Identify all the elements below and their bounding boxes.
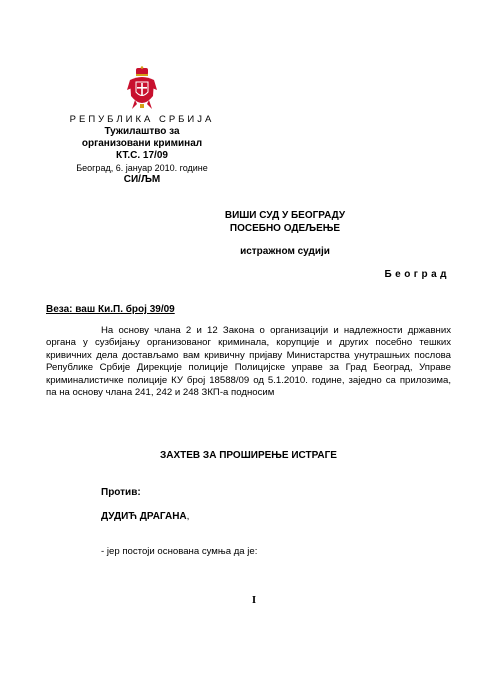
body-paragraph: На основу члана 2 и 12 Закона о организацији и надлежности државних органа у сузбијању организованог криминала, корупције и других посебно тешких кривичних дела достављамо вам кривичну пријаву Министарства унутрашњих послова Републике Србије Дирекције полиције Полицијске управе за Град Београд, Управе криминалистичке полиције КУ број 18588/09 од 5.1.2010. године, заједно са прилозима, па на основу члана 241, 242 и 248 ЗКП-а подносим	[46, 325, 451, 399]
against-label: Против:	[101, 487, 141, 498]
recipient-court	[160, 210, 410, 235]
defendant-line	[101, 511, 189, 522]
suspicion-text: - јер постоји основана сумња да је:	[101, 546, 258, 557]
republic-name: РЕПУБЛИКА СРБИЈА	[69, 114, 215, 125]
court-name-line1: ВИШИ СУД У БЕОГРАДУ	[224, 210, 346, 221]
office-name-line1: Тужилаштво за	[104, 126, 180, 137]
recipient-judge: истражном судији	[240, 246, 330, 257]
case-number: КТ.С. 17/09	[116, 150, 168, 161]
court-name-line2: ПОСЕБНО ОДЕЉЕЊЕ	[229, 222, 341, 234]
request-title: ЗАХТЕВ ЗА ПРОШИРЕЊЕ ИСТРАГЕ	[160, 450, 337, 461]
recipient-city: Београд	[384, 269, 450, 280]
office-name-line2: организовани криминал	[81, 138, 203, 149]
serbian-coat-of-arms-icon	[127, 66, 157, 112]
sender-header	[60, 114, 224, 186]
document-date: Београд, 6. јануар 2010. године	[76, 163, 208, 173]
defendant-name: ДУДИЋ ДРАГАНА	[101, 511, 187, 522]
section-number: I	[251, 594, 257, 606]
reference-line: Веза: ваш Ки.П. број 39/09	[46, 304, 175, 315]
defendant-suffix: ,	[186, 511, 190, 522]
author-initials: СИ/ЉМ	[123, 174, 161, 185]
